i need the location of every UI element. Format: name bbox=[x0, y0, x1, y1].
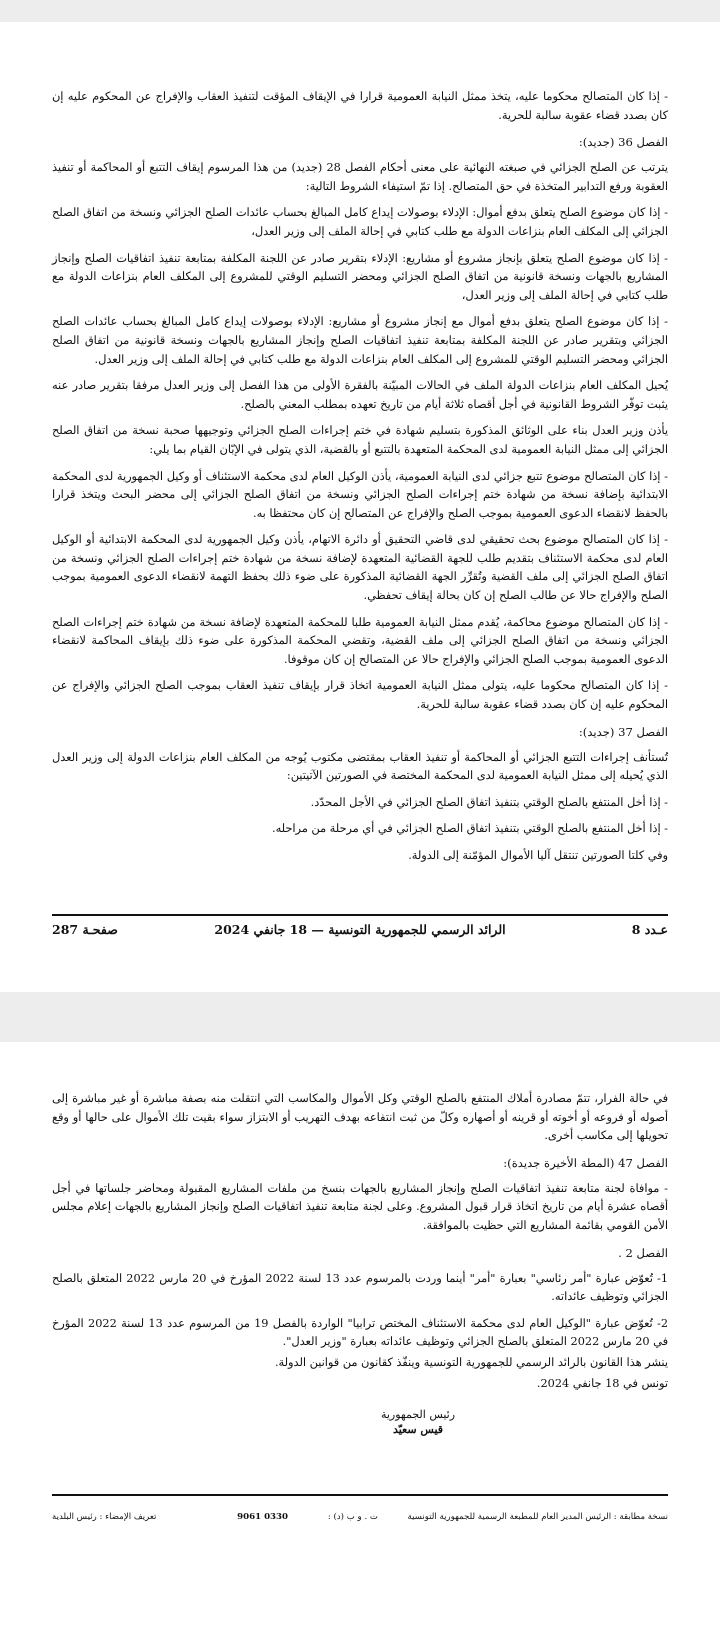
issue-number: عـدد 8 bbox=[631, 922, 668, 937]
paragraph: تُستأنف إجراءات التتبع الجزائي أو المحاكمة أو تنفيذ العقاب بمقتضى مكتوب يُوجه من المكلف العام بنزاعات الدولة إلى وزير العدل الذي يُحيله إلى ممثل النيابة العمومية لدى المحكمة المختصة في الصورتين الآتيتين: bbox=[52, 750, 668, 783]
paragraph: - إذا كان موضوع الصلح يتعلق بدفع أموال مع إنجاز مشروع أو مشاريع: الإدلاء بوصولات إيداع كامل المبالغ بحساب عائدات الصلح الجزائي وبتقرير صادر عن اللجنة المكلفة بمتابعة تنفيذ اتفاقيات الصلح وإنجاز المشاريع بالجهات ونسخة قانونية من اتفاق الصلح الجزائي ومحضر التسليم الوقتي للمشروع إلى المكلف العام بنزاعات الدولة مع طلب كتابي في إحالة الملف إلى وزير العدل. bbox=[52, 315, 668, 366]
page-next bbox=[0, 1042, 720, 1650]
paragraph: 2- تُعوّض عبارة "الوكيل العام لدى محكمة الاستئناف المختص ترابيا" الواردة بالفصل 19 من المرسوم عدد 13 لسنة 2022 المؤرخ في 20 مارس 2022 المتعلق بالصلح الجزائي وتوظيف عائداته بعبارة "وزير العدل". bbox=[52, 1316, 669, 1349]
paragraph: - إذا كان المتصالح موضوع تتبع جزائي لدى النيابة العمومية، يأذن الوكيل العام لدى محكمة الاستئناف أو وكيل الجمهورية لدى المحكمة الابتدائية بإضافة نسخة من شهادة ختم إجراءات الصلح الجزائي ونسخة من اتفاق الصلح الجزائي إلى محضر البحث ويتخذ قرارا بالحفظ لانقضاء الدعوى العمومية بموجب الصلح والإفراج عن المتصالح إن كان محتفظا به. bbox=[52, 469, 668, 520]
date-line: تونس في 18 جانفي 2024. bbox=[536, 1376, 668, 1390]
paragraph: 1- تُعوّض عبارة "أمر رئاسي" بعبارة "أمر" أينما وردت بالمرسوم عدد 13 لسنة 2022 المؤرخ في 20 مارس 2022 المتعلق بالصلح الجزائي وتوظيف عائداته. bbox=[52, 1271, 668, 1304]
page-next-body bbox=[52, 1090, 668, 1437]
journal-title: الرائد الرسمي للجمهورية التونسية — 18 جانفي 2024 bbox=[214, 922, 506, 937]
paragraph: - موافاة لجنة متابعة تنفيذ اتفاقيات الصلح وإنجاز المشاريع بالجهات بنسخ من ملفات المشاريع المقبولة ومحاضر جلساتها في أجل أقصاه عشرة أيام من تاريخ اتخاذ قرار قبول المشروع. وعلى لجنة متابعة تنفيذ اتفاقيات الصلح وإنجاز المشاريع بالجهات إعلام مجلس الأمن القومي بقائمة المشاريع التي حظيت بالموافقة. bbox=[52, 1181, 668, 1232]
paragraph: - إذا كان المتصالح محكوما عليه، يتخذ ممثل النيابة العمومية قرارا في الإيقاف المؤقت لتنفيذ العقاب والإفراج عن المحكوم عليه إن كان بصدد قضاء عقوبة سالبة للحرية. bbox=[52, 90, 668, 122]
paragraph: - إذا أخل المنتفع بالصلح الوقتي بتنفيذ اتفاق الصلح الجزائي في أي مرحلة من مراحله. bbox=[272, 822, 668, 836]
paragraph: - إذا كان المتصالح موضوع محاكمة، يُقدم ممثل النيابة العمومية طلبا للمحكمة المتعهدة لإضافة نسخة من شهادة ختم إجراءات الصلح الجزائي ونسخة من اتفاق الصلح الجزائي إلى ملف القضية، وتقضي المحكمة المذكورة على ضوء ذلك بإيقاف المحاكمة لانقضاء الدعوى العمومية بموجب الصلح الجزائي والإفراج حالا عن المتصالح إن كان موقوفا. bbox=[52, 615, 668, 666]
certified-copy-note: نسخة مطابقة : الرئيس المدير العام للمطبعة الرسمية للجمهورية التونسية bbox=[407, 1512, 668, 1522]
paragraph: - إذا كان المتصالح محكوما عليه، يتولى ممثل النيابة العمومية اتخاذ قرار بإيقاف تنفيذ العقاب بموجب الصلح الجزائي والإفراج عن المحكوم عليه إن كان بصدد قضاء عقوبة سالبة للحرية. bbox=[52, 679, 668, 712]
paragraph: في حالة الفرار، تتمّ مصادرة أملاك المنتفع بالصلح الوقتي وكل الأموال والمكاسب التي انتقلت منه بصفة مباشرة أو غير مباشرة إلى أصوله أو فروعه أو أخوته أو قرينه أو أصهاره وكلّ من ثبت انتفاعه بهدف التهريب أو الابتزاز سواء بقيت تلك الأموال على حالها أو وقع تحويلها إلى مكاسب أخرى. bbox=[52, 1092, 668, 1143]
paragraph: - إذا أخل المنتفع بالصلح الوقتي بتنفيذ اتفاق الصلح الجزائي في الأجل المحدّد. bbox=[310, 795, 668, 809]
paragraph: - إذا كان موضوع الصلح يتعلق بدفع أموال: الإدلاء بوصولات إيداع كامل المبالغ بحساب عائدات الصلح الجزائي ونسخة من اتفاق الصلح الجزائي إلى المكلف العام بنزاعات الدولة مع طلب كتابي في إحالة الملف إلى وزير العدل، bbox=[52, 206, 668, 238]
section-heading-37: الفصل 37 (جديد): bbox=[578, 724, 668, 739]
paragraph: ينشر هذا القانون بالرائد الرسمي للجمهورية التونسية وينفّذ كقانون من قوانين الدولة. bbox=[274, 1355, 668, 1369]
footer-divider bbox=[52, 914, 668, 916]
paragraph: - إذا كان موضوع الصلح يتعلق بإنجاز مشروع أو مشاريع: الإدلاء بتقرير صادر عن اللجنة المكلفة بمتابعة تنفيذ اتفاقيات الصلح وإنجاز المشاريع بالجهات ونسخة قانونية من اتفاق الصلح الجزائي ومحضر التسليم الوقتي للمشروع إلى المكلف العام بنزاعات الدولة مع طلب كتابي في إحالة الملف إلى وزير العدل، bbox=[52, 251, 668, 302]
signature-name: قيس سعيّد bbox=[392, 1423, 444, 1437]
page-287 bbox=[0, 22, 720, 992]
paragraph: يأذن وزير العدل بناء على الوثائق المذكورة بتسليم شهادة في ختم إجراءات الصلح الجزائي وتوجيهها صحبة نسخة من اتفاق الصلح الجزائي إلى ممثل النيابة العمومية لدى المحكمة المتعهدة بالتتبع أو بالقضية، الذي يتولى في الإبّان القيام بما يلي: bbox=[52, 424, 668, 456]
paragraph: يُحيل المكلف العام بنزاعات الدولة الملف في الحالات المبيّنة بالفقرة الأولى من هذا الفصل إلى وزير العدل مرفقا بتقرير صادر عنه يثبت توفّر الشروط القانونية في أجل أقصاه ثلاثة أيام من تاريخ تعهده بمطلب المعني بالصلح. bbox=[52, 379, 668, 411]
paragraph: - إذا كان المتصالح موضوع بحث تحقيقي لدى قاضي التحقيق أو دائرة الاتهام، يأذن وكيل الجمهورية لدى المحكمة الابتدائية أو الوكيل العام لدى محكمة الاستئناف بتقديم طلب للجهة القضائية المتعهدة لإضافة نسخة من شهادة ختم إجراءات الصلح الجزائي ونسخة من اتفاق الصلح الجزائي إلى ملف القضية وتُقرِّر الجهة القضائية المذكورة على ضوء ذلك بحفظ التهمة لانقضاء الدعوى العمومية بموجب الصلح والإفراج حالا عن طالب الصلح إن كان بحالة إيقاف تحفظي. bbox=[52, 533, 668, 603]
signature-block bbox=[358, 1407, 478, 1437]
section-heading-36: الفصل 36 (جديد): bbox=[578, 135, 668, 150]
footer-divider bbox=[52, 1494, 668, 1496]
section-heading-2: الفصل 2 . bbox=[618, 1245, 668, 1260]
signature-identification: تعريف الإمضاء : رئيس البلدية bbox=[52, 1512, 157, 1522]
section-heading-47: الفصل 47 (المطة الأخيرة جديدة): bbox=[503, 1155, 668, 1170]
page-287-body bbox=[52, 88, 668, 874]
paragraph: يترتب عن الصلح الجزائي في صبغته النهائية على معنى أحكام الفصل 28 (جديد) من هذا المرسوم إيقاف التتبع أو المحاكمة أو تنفيذ العقوبة ورفع التدابير المتخذة في حق المتصالح. إذا تمّ استيفاء الشروط التالية: bbox=[52, 161, 668, 193]
reference-number: 0330 9061 bbox=[237, 1512, 288, 1522]
page-number: صفحـة 287 bbox=[52, 922, 118, 937]
paragraph: وفي كلتا الصورتين تنتقل آليا الأموال المؤمّنة إلى الدولة. bbox=[408, 849, 668, 862]
reference-label: ت . و ب (د) : bbox=[327, 1512, 378, 1522]
signature-title: رئيس الجمهورية bbox=[380, 1408, 456, 1422]
